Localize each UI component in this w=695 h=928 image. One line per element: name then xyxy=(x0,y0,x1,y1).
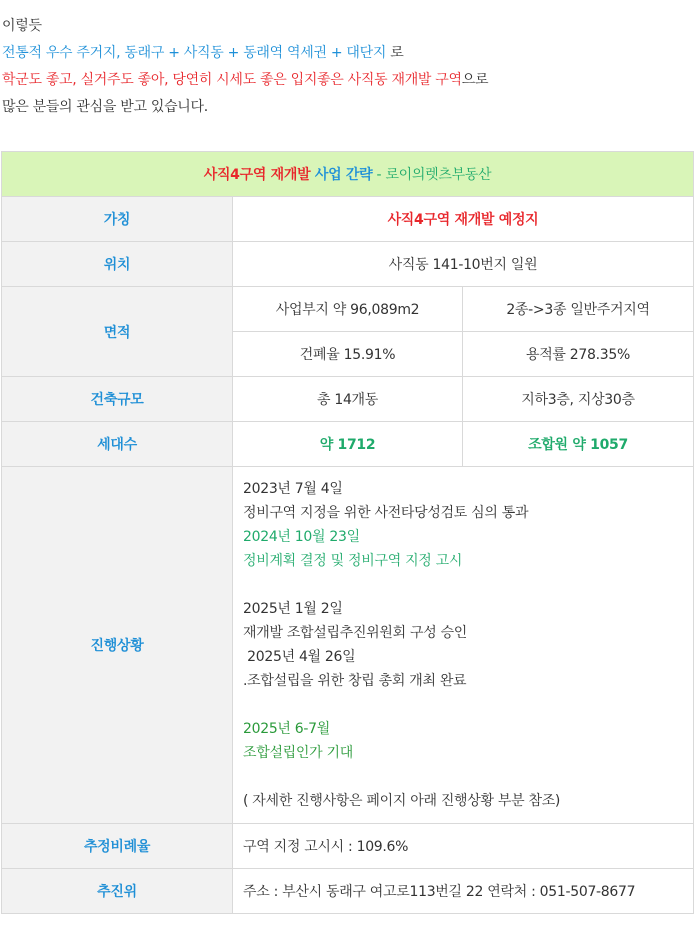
table-title-source: - 로이의렛츠부동산 xyxy=(372,167,492,183)
row-label-name: 가칭 xyxy=(2,197,233,242)
far-value: 용적률 278.35% xyxy=(463,332,694,377)
table-row-progress xyxy=(2,467,694,824)
row-label-location: 위치 xyxy=(2,242,233,287)
intro-text xyxy=(0,0,695,121)
zoning-value: 2종->3종 일반주거지역 xyxy=(463,287,694,332)
progress-spacer xyxy=(243,765,693,789)
table-title-row xyxy=(2,152,694,197)
row-label-scale: 건축규모 xyxy=(2,377,233,422)
row-label-households: 세대수 xyxy=(2,422,233,467)
table-row-households xyxy=(2,422,694,467)
row-label-ratio: 추정비례율 xyxy=(2,824,233,869)
table-title-blue: 사업 간략 xyxy=(314,167,373,183)
floors-value: 지하3층, 지상30층 xyxy=(463,377,694,422)
table-row-ratio xyxy=(2,824,694,869)
row-label-progress: 진행상황 xyxy=(2,467,233,824)
intro-line-1: 이렇듯 xyxy=(2,18,42,34)
progress-line: 재개발 조합설립추진위원회 구성 승인 xyxy=(243,625,468,641)
intro-line-4: 많은 분들의 관심을 받고 있습니다. xyxy=(2,99,208,115)
intro-line-3-highlight: 학군도 좋고, 실거주도 좋아, 당연히 시세도 좋은 입지좋은 사직동 재개발 구역 xyxy=(2,72,462,88)
progress-line: 정비계획 결정 및 정비구역 지정 고시 xyxy=(243,553,463,569)
table-row-committee xyxy=(2,869,694,914)
row-label-area: 면적 xyxy=(2,287,233,377)
table-title-red: 사직4구역 재개발 xyxy=(203,167,315,183)
table-row-name xyxy=(2,197,694,242)
location-value: 사직동 141-10번지 일원 xyxy=(233,242,694,287)
households-total-value: 약 1712 xyxy=(233,422,463,467)
progress-line: 조합설립인가 기대 xyxy=(243,745,353,761)
progress-line: 2024년 10월 23일 xyxy=(243,529,360,545)
table-row-location xyxy=(2,242,694,287)
intro-line-2-rest: 로 xyxy=(386,45,404,61)
committee-contact-value: 주소 : 부산시 동래구 여고로113번길 22 연락처 : 051-507-8677 xyxy=(233,869,694,914)
project-name-value: 사직4구역 재개발 예정지 xyxy=(233,197,694,242)
project-summary-table xyxy=(1,151,694,914)
intro-line-2-highlight: 전통적 우수 주거지, 동래구 + 사직동 + 동래역 역세권 + 대단지 xyxy=(2,45,387,61)
progress-spacer xyxy=(243,573,693,597)
table-row-scale xyxy=(2,377,694,422)
progress-line: 2025년 6-7월 xyxy=(243,721,330,737)
table-title xyxy=(2,152,694,197)
progress-spacer xyxy=(243,693,693,717)
progress-line: 2025년 1월 2일 xyxy=(243,601,343,617)
progress-timeline xyxy=(233,467,694,824)
intro-line-3-rest: 으로 xyxy=(461,72,489,88)
progress-line: .조합설립을 위한 창립 총회 개최 완료 xyxy=(243,673,467,689)
ratio-value: 구역 지정 고시시 : 109.6% xyxy=(233,824,694,869)
progress-line: 정비구역 지정을 위한 사전타당성검토 심의 통과 xyxy=(243,505,529,521)
intro-line-3 xyxy=(2,67,695,94)
row-label-committee: 추진위 xyxy=(2,869,233,914)
coverage-value: 건폐율 15.91% xyxy=(233,332,463,377)
site-area-value: 사업부지 약 96,089m2 xyxy=(233,287,463,332)
progress-line: 2025년 4월 26일 xyxy=(243,649,356,665)
buildings-value: 총 14개동 xyxy=(233,377,463,422)
union-members-value: 조합원 약 1057 xyxy=(463,422,694,467)
progress-line: 2023년 7월 4일 xyxy=(243,481,343,497)
intro-line-2 xyxy=(2,40,695,67)
table-row-area-1 xyxy=(2,287,694,332)
progress-line: ( 자세한 진행사항은 페이지 아래 진행상황 부분 참조) xyxy=(243,793,561,809)
